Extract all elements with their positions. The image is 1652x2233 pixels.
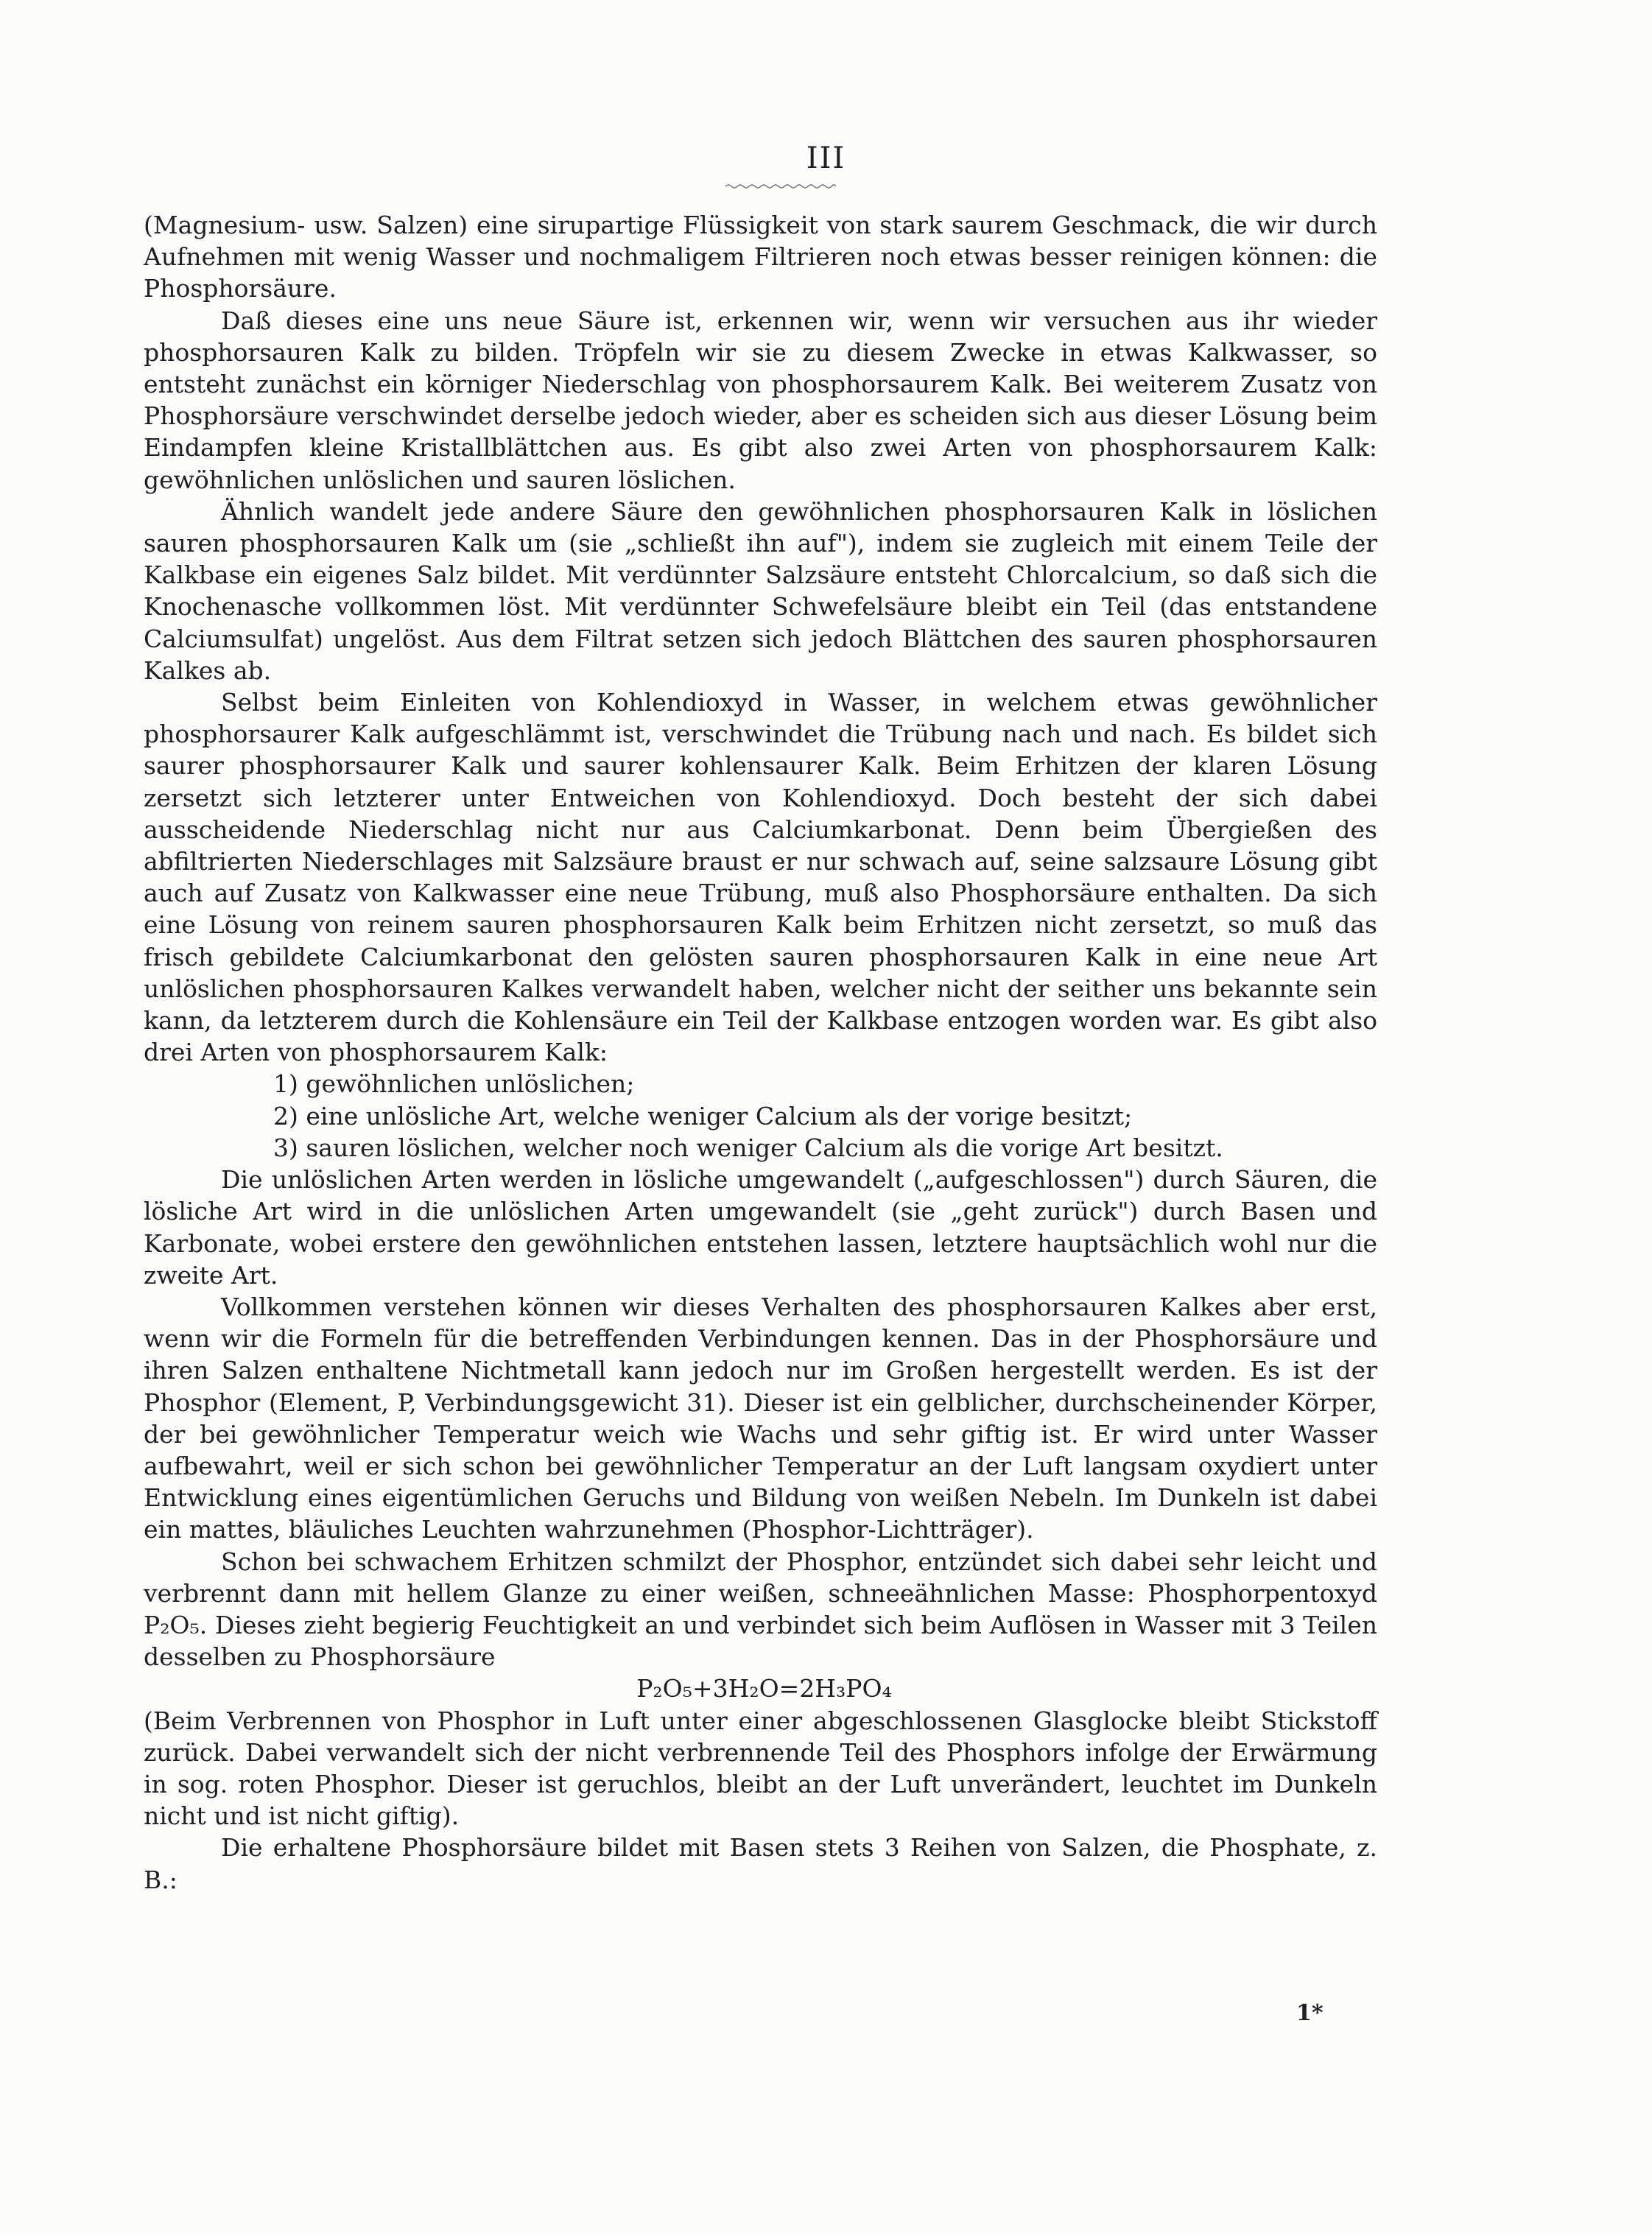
paragraph: Selbst beim Einleiten von Kohlendioxyd in Wasser, in welchem etwas gewöhnlicher phosphorsaurer Kalk aufgeschlämmt ist, verschwindet die Trübung nach und nach. Es bildet sich saurer phosphorsaurer Kalk und saurer kohlensaurer Kalk. Beim Erhitzen der klaren Lösung zersetzt sich letzterer unter Entweichen von Kohlendioxyd. Doch besteht der sich dabei ausscheidende Niederschlag nicht nur aus Calciumkarbonat. Denn beim Übergießen des abfiltrierten Niederschlages mit Salzsäure braust er nur schwach auf, seine salzsaure Lösung gibt auch auf Zusatz von Kalkwasser eine neue Trübung, muß also Phosphorsäure enthalten. Da sich eine Lösung von reinem sauren phosphorsauren Kalk beim Erhitzen nicht zersetzt, so muß das frisch gebildete Calciumkarbonat den gelösten sauren phosphorsauren Kalk in eine neue Art unlöslichen phosphorsauren Kalkes verwandelt haben, welcher nicht der seither uns bekannte sein kann, da letzterem durch die Kohlensäure ein Teil der Kalkbase entzogen worden war. Es gibt also drei Arten von phosphorsaurem Kalk: bbox=[144, 688, 1377, 1067]
page-number: III bbox=[806, 141, 846, 175]
chemical-formula: P₂O₅+3H₂O=2H₃PO₄ bbox=[636, 1674, 892, 1703]
paragraph: Schon bei schwachem Erhitzen schmilzt der Phosphor, entzündet sich dabei sehr leicht und verbrennt dann mit hellem Glanze zu einer weißen, schneeähnlichen Masse: Phosphorpentoxyd P₂O₅. Dieses zieht begierig Feuchtigkeit an und verbindet sich beim Auflösen in Wasser mit 3 Teilen desselben zu Phosphorsäure bbox=[144, 1547, 1377, 1672]
decorative-wave-rule bbox=[725, 183, 836, 190]
paragraph: Vollkommen verstehen können wir dieses Verhalten des phosphorsauren Kalkes aber erst, wenn wir die Formeln für die betreffenden Verbindungen kennen. Das in der Phosphorsäure und ihren Salzen enthaltene Nichtmetall kann jedoch nur im Großen hergestellt werden. Es ist der Phosphor (Element, P, Verbindungsgewicht 31). Dieser ist ein gelblicher, durchscheinender Körper, der bei gewöhnlicher Temperatur weich wie Wachs und sehr giftig ist. Er wird unter Wasser aufbewahrt, weil er sich schon bei gewöhnlicher Temperatur an der Luft langsam oxydiert unter Entwicklung eines eigentümlichen Geruchs und Bildung von weißen Nebeln. Im Dunkeln ist dabei ein mattes, bläuliches Leuchten wahrzunehmen (Phosphor-Lichtträger). bbox=[144, 1292, 1377, 1544]
paragraph: (Beim Verbrennen von Phosphor in Luft unter einer abgeschlossenen Glasglocke bleibt Stickstoff zurück. Dabei verwandelt sich der nicht verbrennende Teil des Phosphors infolge der Erwärmung in sog. roten Phosphor. Dieser ist geruchlos, bleibt an der Luft unverändert, leuchtet im Dunkeln nicht und ist nicht giftig). bbox=[144, 1706, 1377, 1831]
paragraph: Daß dieses eine uns neue Säure ist, erkennen wir, wenn wir versuchen aus ihr wieder phosphorsauren Kalk zu bilden. Tröpfeln wir sie zu diesem Zwecke in etwas Kalkwasser, so entsteht zunächst ein körniger Niederschlag von phosphorsaurem Kalk. Bei weiterem Zusatz von Phosphorsäure verschwindet derselbe jedoch wieder, aber es scheiden sich aus dieser Lösung beim Eindampfen kleine Kristallblättchen aus. Es gibt also zwei Arten von phosphorsaurem Kalk: gewöhnlichen unlöslichen und sauren löslichen. bbox=[144, 306, 1377, 494]
body-text bbox=[144, 209, 1377, 1896]
paragraph: (Magnesium- usw. Salzen) eine sirupartige Flüssigkeit von stark saurem Geschmack, die wir durch Aufnehmen mit wenig Wasser und nochmaligem Filtrieren noch etwas besser reinigen können: die Phosphorsäure. bbox=[144, 211, 1377, 303]
paragraph: Die unlöslichen Arten werden in lösliche umgewandelt („aufgeschlossen") durch Säuren, die lösliche Art wird in die unlöslichen Arten umgewandelt (sie „geht zurück") durch Basen und Karbonate, wobei erstere den gewöhnlichen entstehen lassen, letztere hauptsächlich wohl nur die zweite Art. bbox=[144, 1165, 1377, 1290]
signature-mark: 1* bbox=[1296, 2000, 1324, 2026]
list-item: 1) gewöhnlichen unlöslichen; bbox=[273, 1069, 635, 1099]
list-item: 3) sauren löslichen, welcher noch weniger Calcium als die vorige Art besitzt. bbox=[273, 1133, 1223, 1162]
paragraph: Ähnlich wandelt jede andere Säure den gewöhnlichen phosphorsauren Kalk in löslichen sauren phosphorsauren Kalk um (sie „schließt ihn auf"), indem sie zugleich mit einem Teile der Kalkbase ein eigenes Salz bildet. Mit verdünnter Salzsäure entsteht Chlorcalcium, so daß sich die Knochenasche vollkommen löst. Mit verdünnter Schwefelsäure bleibt ein Teil (das entstandene Calciumsulfat) ungelöst. Aus dem Filtrat setzen sich jedoch Blättchen des sauren phosphorsauren Kalkes ab. bbox=[144, 496, 1377, 685]
paragraph: Die erhaltene Phosphorsäure bildet mit Basen stets 3 Reihen von Salzen, die Phosphate, z. B.: bbox=[144, 1833, 1377, 1894]
list-item: 2) eine unlösliche Art, welche weniger Calcium als der vorige besitzt; bbox=[273, 1101, 1133, 1130]
